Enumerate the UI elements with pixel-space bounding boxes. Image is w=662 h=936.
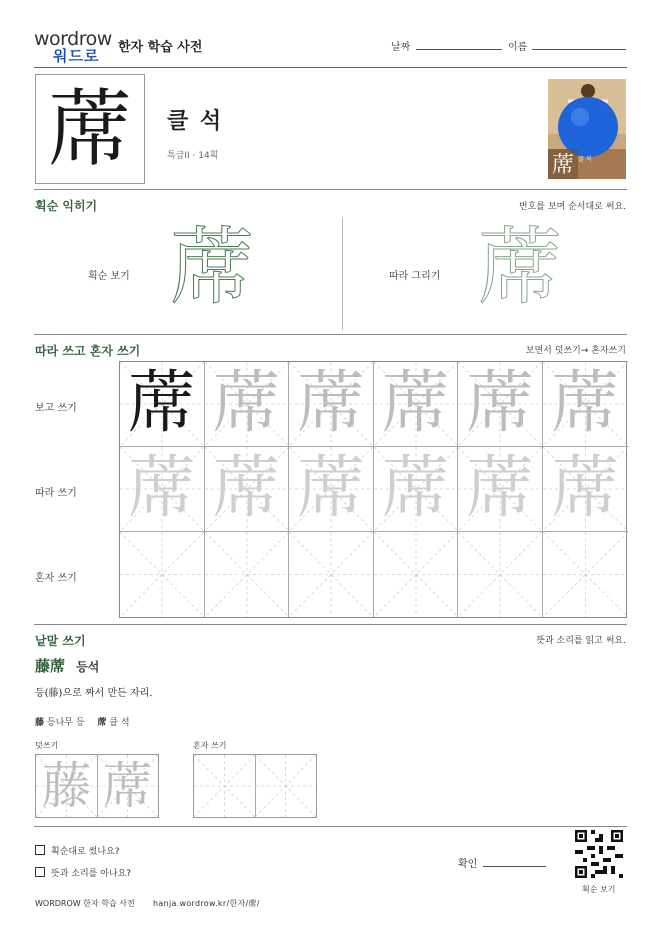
- guide-lines: [289, 532, 373, 617]
- practice-section-title: 따라 쓰고 혼자 쓰기: [35, 344, 141, 358]
- trace-character: 蓆: [296, 364, 365, 443]
- practice-divider-bottom: [34, 624, 627, 625]
- header-divider: [34, 67, 627, 68]
- gloss1-char: 藤: [35, 718, 45, 728]
- word-trace-cell[interactable]: [36, 755, 98, 817]
- guide-lines: [374, 532, 458, 617]
- photo-caption-glyph: 蓆: [552, 153, 575, 178]
- logo-word: wordrow: [34, 28, 112, 50]
- logo-korean: 워드로: [53, 47, 100, 65]
- stroke-view-label: 획순 보기: [88, 271, 130, 282]
- practice-cell: [120, 362, 205, 447]
- word-definition: 등(藤)으로 짜서 만든 자리.: [35, 688, 153, 699]
- practice-grid: [119, 361, 627, 618]
- practice-cell[interactable]: [120, 447, 205, 532]
- qr-code[interactable]: [575, 830, 623, 878]
- word-solo-cell[interactable]: [194, 755, 256, 817]
- stroke-trace-diagram[interactable]: 蓆: [478, 218, 563, 316]
- checkbox[interactable]: [35, 867, 45, 877]
- checklist-item-2[interactable]: [35, 866, 131, 879]
- date-label: 날짜: [391, 42, 411, 53]
- main-character: 蓆: [47, 80, 132, 178]
- word-section-note: 뜻과 소리를 읽고 써요.: [536, 636, 626, 646]
- practice-cell[interactable]: [120, 532, 205, 617]
- practice-cell[interactable]: [289, 447, 374, 532]
- guide-lines: [194, 755, 255, 817]
- trace-character: 蓆: [466, 449, 535, 528]
- row-label-solo: 혼자 쓰기: [35, 573, 77, 584]
- date-field[interactable]: [416, 49, 502, 50]
- practice-cell[interactable]: [374, 362, 459, 447]
- trace-character: 蓆: [381, 364, 450, 443]
- confirm-label: 확인: [458, 859, 478, 870]
- wordrow-logo: [34, 28, 112, 64]
- word-gloss: [35, 715, 130, 728]
- gloss1-text: 등나무 등: [46, 718, 85, 728]
- header-title: 한자 학습 사전: [118, 40, 203, 55]
- stroke-trace-label: 따라 그리기: [389, 271, 441, 282]
- checkbox[interactable]: [35, 845, 45, 855]
- trace-character: 蓆: [296, 449, 365, 528]
- meaning-sound: 클 석: [167, 109, 224, 134]
- guide-lines: [458, 532, 542, 617]
- guide-lines: [543, 532, 628, 617]
- guide-lines: [120, 532, 204, 617]
- qr-label: 획순 보기: [582, 885, 616, 894]
- trace-character: 蓆: [127, 449, 196, 528]
- practice-cell[interactable]: [374, 447, 459, 532]
- practice-cell[interactable]: [458, 532, 543, 617]
- stroke-section-title: 획순 익히기: [35, 199, 98, 213]
- row-label-see: 보고 쓰기: [35, 403, 77, 414]
- guide-lines: [255, 755, 316, 817]
- word-divider-bottom: [34, 826, 627, 827]
- stroke-divider: [342, 218, 343, 330]
- stroke-order-diagram: 蓆: [170, 218, 255, 316]
- practice-cell[interactable]: [458, 447, 543, 532]
- word-heading: [35, 655, 99, 676]
- trace-character: 蓆: [551, 449, 620, 528]
- word-hanja: 藤蓆: [35, 657, 66, 675]
- main-character-box: [35, 74, 145, 184]
- checklist-text-2: 뜻과 소리를 아나요?: [51, 869, 132, 879]
- practice-cell[interactable]: [289, 362, 374, 447]
- model-character: 蓆: [127, 364, 196, 443]
- word-solo-box: [193, 754, 317, 818]
- gloss2-char: 蓆: [97, 718, 107, 728]
- practice-cell[interactable]: [205, 532, 290, 617]
- character-divider: [34, 189, 627, 190]
- gloss2-text: 클 석: [109, 718, 130, 728]
- name-label: 이름: [508, 42, 528, 53]
- word-section-title: 낱말 쓰기: [35, 634, 86, 648]
- checklist-item-1[interactable]: [35, 844, 120, 857]
- word-solo-label: 혼자 쓰기: [193, 741, 227, 750]
- trace-character: 蓆: [212, 449, 281, 528]
- checklist-text-1: 획순대로 썼나요?: [51, 847, 120, 857]
- word-trace-box: [35, 754, 159, 818]
- character-photo: [548, 79, 626, 179]
- word-solo-cell[interactable]: [255, 755, 316, 817]
- stroke-section-note: 번호를 보며 순서대로 써요.: [518, 202, 626, 212]
- trace-character: 蓆: [212, 364, 281, 443]
- practice-cell[interactable]: [289, 532, 374, 617]
- word-trace-char: 藤: [41, 757, 92, 815]
- practice-cell[interactable]: [205, 362, 290, 447]
- word-trace-label: 덧쓰기: [35, 741, 59, 750]
- word-trace-char: 蓆: [102, 757, 153, 815]
- practice-cell[interactable]: [458, 362, 543, 447]
- trace-character: 蓆: [466, 364, 535, 443]
- footer-brand: WORDROW 한자 학습 사전: [35, 899, 135, 908]
- trace-character: 蓆: [551, 364, 620, 443]
- practice-cell[interactable]: [543, 532, 628, 617]
- row-label-trace: 따라 쓰기: [35, 488, 77, 499]
- practice-section-note: 보면서 덧쓰기→ 혼자쓰기: [525, 346, 626, 356]
- word-reading: 등석: [76, 660, 100, 674]
- grade-stroke-info: 특급II · 14획: [167, 151, 219, 161]
- practice-cell[interactable]: [205, 447, 290, 532]
- confirm-field[interactable]: [483, 866, 546, 867]
- guide-lines: [205, 532, 289, 617]
- photo-caption-text: 클 석: [578, 156, 592, 163]
- practice-cell[interactable]: [543, 447, 628, 532]
- trace-character: 蓆: [381, 449, 450, 528]
- practice-cell[interactable]: [374, 532, 459, 617]
- practice-cell[interactable]: [543, 362, 628, 447]
- word-trace-cell[interactable]: [97, 755, 158, 817]
- footer-url[interactable]: hanja.wordrow.kr/한자/蓆/: [153, 899, 260, 908]
- stroke-divider-bottom: [34, 334, 627, 335]
- name-field[interactable]: [532, 49, 626, 50]
